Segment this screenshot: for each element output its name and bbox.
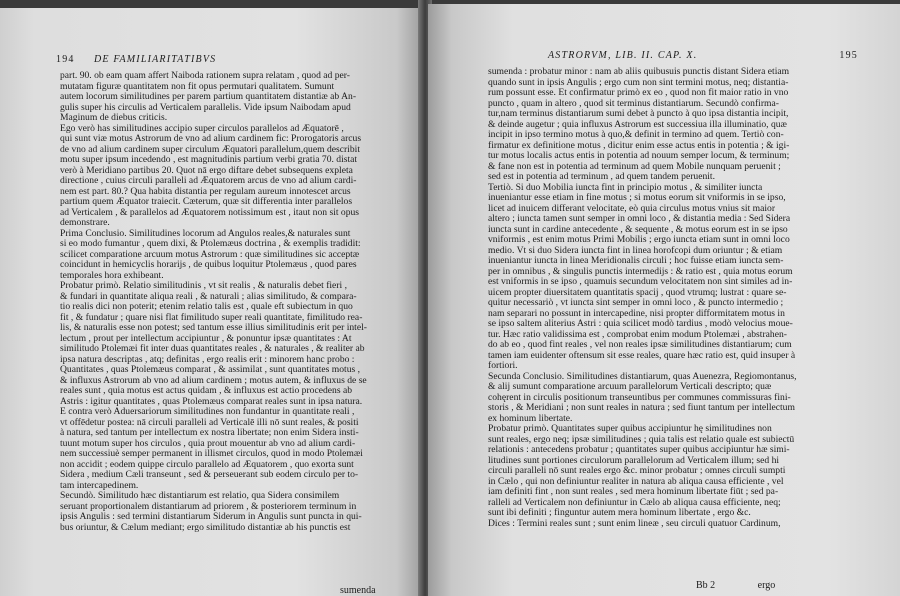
text-line: & fundari in quantitate aliqua reali , & naturali ; alias similitudo, & compara- [60,290,357,302]
text-line: litudines sunt portiones circulorum parallelorum ad Verticalem illum; sed hi [488,454,780,466]
text-line: ipsa natura descriptas , atq; definitas , ergo realis erit : minorem hanc probo : [60,353,355,365]
text-line: coincidunt in hemicyclis horarijs , de quibus loquitur Ptolemæus , quod pares [60,259,357,270]
text-line: quitur necessariò , vt iuncta sint semper in omni loco , & puncto intermedio ; [488,297,784,308]
text-line: qui sunt viæ motus Astrorum de vno ad alium cardinem fic: Prorogatoris arcus [60,133,362,144]
text-line: firmatur ex definitione motus , dicitur enim esse actus entis in potentia ; & igi- [488,139,790,151]
text-line: tam intercapedinem. [60,479,139,491]
text-line: ipsis Angulis : sed termini distantiarum Siderum in Angulis sunt puncta in qui- [60,511,362,522]
text-line: inueniantur iuncta in linea Meridionalis circuli ; hoc fuisse etiam iuncta sem- [488,255,784,266]
text-line: vniformis , est enim motus Primi Mobilis ; ergo iuncta etiam sunt in omni loco [488,234,790,245]
text-line: quando sunt in ipsis Angulis ; ergo cum non sint termini motus, neq; distantia- [488,76,789,88]
text-line: se ipso saltem aliterius Astri : quia scilicet modò tardius , modò velocius moue- [488,318,793,329]
left-page [0,8,422,596]
text-line: tur. Hæc ratio validissima est , comprobat enim modum Ptolemæi , abstrahen- [488,328,787,340]
text-line: inueniantur esse etiam in fine motus ; si motus eorum sit vniformis in se ipso, [488,192,786,203]
text-line: sumenda : probatur minor : nam ab aliis quibusuis punctis distant Sidera etiam [488,66,790,77]
text-line: sunt ibi definiti ; finguntur autem mera hominum libertate , ergo &c. [488,507,751,518]
text-line: do ab eo , quod fint reales , vel non reales ipsæ similitudines distantiarum; cum [488,339,792,350]
text-line: tuunt motum super hos circulos , quia prout mouentur ab vno ad alium cardi- [60,437,356,449]
text-line: tur motus localis actus entis in potentia ad nouum semper locum, & terminum; [488,150,790,161]
signature-mark: Bb 2 [696,580,716,591]
text-line: tio realis dici non poterit; etenim relatio talis est , quale eft subiectum in quo [60,301,353,312]
text-line: ralleli ad Verticalem non definiuntur in Cælo ab aliqua causa efficiente, neq; [488,496,781,508]
left-running-title: DE FAMILIARITATIBVS [94,54,217,65]
text-line: directione , cuius circuli paralleli ad Æquatorem arcus de vno ad alium cardi- [60,175,357,186]
text-line: & influxus Astrorum ab vno ad alium cardinem ; motus autem, & influxus de se [60,374,367,386]
text-line: bus oriuntur, & Cælum mediant; ergo similitudo distantiæ ab his punctis est [60,521,351,533]
text-line: sunt reales, ergo neq; ipsæ similitudines ; quia talis est relatio quale est subiectū [488,433,795,445]
text-line: incipit in ipso termino motus à quo,& definit in termino ad quem. Tertiò con- [488,129,784,140]
text-line: ad Verticalem , & parallelos ad Æquatorem notissimum est , itaut non sit opus [60,206,360,218]
text-line: fortiori. [488,360,518,371]
text-line: à natura, sed tantum per intellectum ex nostra libertate; non enim Sidera insti- [60,427,359,438]
text-line: altero ; iuncta tamen sunt semper in omni loco , & distantia media : Sed Sidera [488,213,791,224]
left-catchword: sumenda [340,585,376,596]
text-line: verò à Meridiano partibus 20. Quot nā ergo diftare debet subsequens expleta [60,164,353,176]
text-line: vt offēdetur postea: nā circuli paralleli ad Verticalē illi nō sunt reales, & positi [60,416,359,428]
text-line: non accidit ; eodem quippe circulo parallelo ad Æquatorem , quo exorta sunt [60,458,354,470]
text-line: Maginum de diebus criticis. [60,112,168,123]
text-line: cohęrent in circulis positionum transeuntibus per communes commissuras fini- [488,391,791,403]
text-line: & alij sumunt comparatione arcuum parallelorum Verticali descripto; quæ [488,381,772,392]
text-line: gulis super his circulis ad Verticalem parallelis. Vide ipsum Naibodam apud [60,101,351,113]
text-line: E contra verò Aduersariorum similitudines non fundantur in quantitate reali , [60,406,355,417]
text-line: per in omnibus , & singulis punctis intermedijs : & ratio est , quia motus eorum [488,265,793,277]
text-line: est vniformis in se ipso , quamuis secundum velocitatem non sint similes ad in- [488,276,793,287]
text-line: seruant proportionalem distantiarum ad priorem , & posteriorem terminum in [60,500,357,512]
text-line: Dices : Termini reales sunt ; sunt enim lineæ , seu circuli quatuor Cardinum, [488,517,781,529]
right-catchword: ergo [757,580,776,591]
text-line: in Cælo , qui non definiuntur realiter in natura ab aliqua causa efficiente , vel [488,475,784,487]
text-line: Probatur primò. Relatio similitudinis , vt sit realis , & naturalis debet fieri , [60,280,347,291]
right-footer [696,580,775,591]
text-line: licet ad inuicem differant velocitate, eò quia circulus motus vnius sit maior [488,202,776,214]
text-line: autem locorum similitudines per parem partium quantitatem distantiæ ab An- [60,91,357,102]
text-line: Prima Conclusio. Similitudines locorum ad Angulos reales,& naturales sunt [60,227,351,239]
text-line: Quantitates , quas Ptolemæus comparat , & assimilat , sunt quantitates motus , [60,364,361,375]
text-line: scilicet comparatione arcuum motus Astrorum : quæ similitudines sic acceptæ [60,248,360,260]
text-line: Secundò. Similitudo hæc distantiarum est relatio, qua Sidera consimilem [60,490,340,501]
text-line: motu super ipsum incedendo , est magnitudinis partium verbi gratia 70. distat [60,154,358,165]
text-line: lectum , prout per intellectum accipiuntur , & ponuntur ipsæ quantitates : At [60,332,352,344]
right-page [428,4,900,596]
text-line: lis, & naturalis esse non potest; sed tantum esse illius similitudinis erit per intel- [60,322,367,333]
text-line: tamen iam euidenter oftensum sit esse reales, quare hæc ratio est, quid insuper à [488,349,796,361]
text-line: Secunda Conclusio. Similitudines distantiarum, quas Auenezra, Regiomontanus, [488,370,797,382]
text-line: mutatam figuræ quantitatem non fit opus permutari qualitatem. Sumunt [60,80,335,92]
right-running-title: ASTRORVM, LIB. II. CAP. X. [548,50,698,61]
text-line: iuncta sunt in cardine antecedente , & sequente , & motus eorum est in se ipso [488,223,788,235]
text-line: Sidera , medium Cæli transeunt , sed & perseuerant sub eodem circulo per to- [60,469,359,480]
right-page-number: 195 [839,50,858,61]
text-line: storis , & Meridiani ; non sunt reales in natura ; sed fiunt tantum per intellectum [488,402,795,413]
text-line: similitudo Ptolemæi fit inter duas quantitates reales , & naturales , & realiter ab [60,343,365,354]
text-line: partium quem Æquator traiecit. Cæterum, quæ sit differentia inter parallelos [60,196,353,207]
text-line: relationis : antecedens probatur ; quantitates super quibus accipiuntur hæ simi- [488,444,790,455]
text-line: circuli paralleli nō sunt reales ergo &c. minor probatur ; omnes circuli sumpti [488,465,786,476]
text-line: de vno ad alium cardinem super circulum Æquatori parallelum,quem describit [60,143,360,155]
text-line: ex hominum libertate. [488,412,573,424]
text-line: & fane non est in potentia ad terminum ad quem Mobile nunquam peruenit ; [488,160,781,172]
text-line: rum possunt esse. Et confirmatur primò ex eo , quod non fit maior ratio in vno [488,87,789,98]
text-line: fit , & fundatur ; quare nisi flat fimilitudo super reali quantitate, fimilitudo rea- [60,311,363,323]
text-line: part. 90. ob eam quam affert Naiboda rationem supra relatam , quod ad per- [60,70,350,81]
left-page-number: 194 [56,54,75,65]
text-line: nem successiuè semper permanent in illismet circulos, quod in modo Ptolemæi [60,448,363,459]
text-line: demonstrare. [60,217,110,228]
text-line: Ego verò has similitudines accipio super circulos parallelos ad Æquatorē , [60,122,344,134]
text-line: Astris : igitur quantitates , quas Ptolemæus comparat reales sunt in ipsa natura. [60,395,363,407]
text-line: reales sunt , quia motus est actus quidam , & influxus est actio procedens ab [60,385,353,396]
text-line: medio. Vt si duo Sidera iuncta fint in linea horofcopi dum oriuntur ; & etiam [488,244,783,256]
text-line: iam definiti fint , non sunt reales , sed mera hominum libertate fiūt ; sed pa- [488,486,779,497]
text-line: & deinde augetur ; quia influxus Astrorum est successiua illa illuminatio, quæ [488,118,787,130]
text-line: Tertiò. Si duo Mobilia iuncta fint in principio motus , & similiter iuncta [488,181,763,193]
text-line: nam separari no possunt in intercapedine, nisi propter difformitatem motus in [488,307,785,319]
text-line: tur,nam terminus distantiarum sumi debet à puncto à quo ipsa distantia incipit, [488,108,789,119]
left-page-text [60,71,367,533]
text-line: puncto , quam in altero , quod sit terminus distantiarum. Secundò confirma- [488,97,779,109]
text-line: nem est part. 80.? Qua habita distantia per regulam aureum innotescet arcus [60,185,351,197]
text-line: uicem propter diuersitatem quantitatis spacij , quod vtrumq; lustrat : quare se- [488,286,787,298]
right-page-text [488,67,797,529]
text-line: sed est in potentia ad terminum , ad quem tandem peruenit. [488,171,715,182]
text-line: temporales hora exhibeant. [60,269,164,281]
text-line: si eo modo fumantur , quem dixi, & Ptolemæus doctrina , & exemplis tradidit: [60,238,361,249]
text-line: Probatur primò. Quantitates super quibus accipiuntur hę similitudines non [488,423,772,434]
